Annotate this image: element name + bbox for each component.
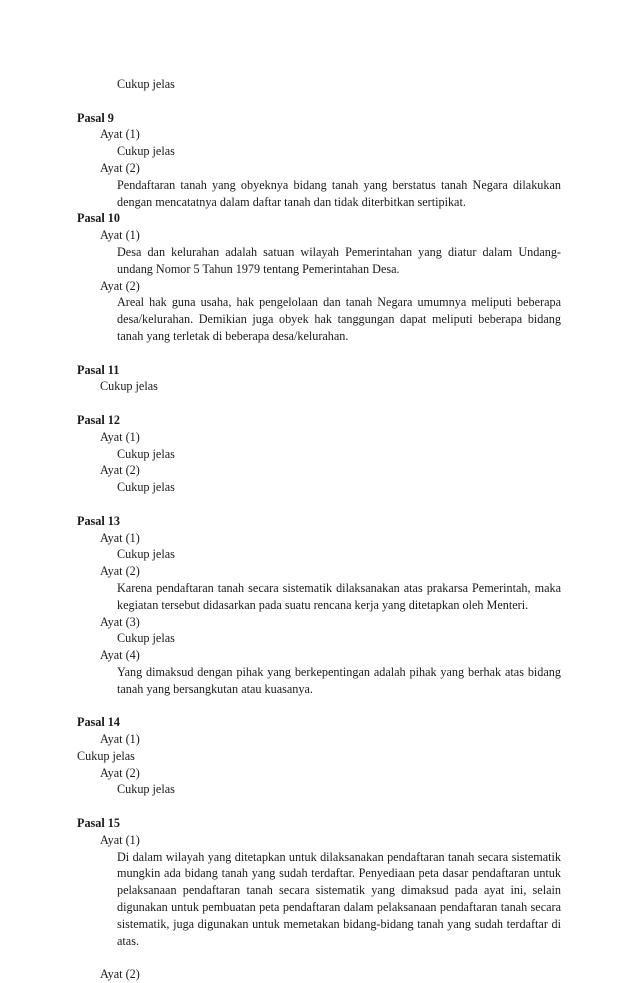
pasal-11-text: Cukup jelas [100,379,158,394]
spacer [77,697,561,714]
pasal-9-ayat-2-text: Pendaftaran tanah yang obyeknya bidang tanah yang berstatus tanah Negara dilakukan dengan mencatatnya dalam daftar tanah dan tidak diterbitkan sertipikat. [117,177,561,209]
pasal-13-title: Pasal 13 [77,513,120,528]
spacer [77,949,561,966]
pasal-9-ayat-1: Ayat (1) [100,127,140,142]
pasal-10-ayat-1: Ayat (1) [100,228,140,243]
pasal-9-ayat-2: Ayat (2) [100,160,140,175]
pasal-12-ayat-1: Ayat (1) [100,429,140,444]
pasal-13-ayat-3: Ayat (3) [100,614,140,629]
pasal-13-ayat-4-text: Yang dimaksud dengan pihak yang berkepentingan adalah pihak yang berhak atas bidang tanah yang bersangkutan atau kuasanya. [117,664,561,696]
pasal-15-title: Pasal 15 [77,816,120,831]
spacer [77,93,561,110]
pasal-13-ayat-2: Ayat (2) [100,564,140,579]
pasal-12-ayat-2: Ayat (2) [100,463,140,478]
pasal-11-title: Pasal 11 [77,362,120,377]
pasal-14-ayat-2: Ayat (2) [100,765,140,780]
pasal-12-ayat-1-text: Cukup jelas [117,446,175,461]
spacer [77,345,561,362]
pasal-13-ayat-3-text: Cukup jelas [117,631,175,646]
pasal-10-title: Pasal 10 [77,211,120,226]
spacer [77,395,561,412]
pasal-14-title: Pasal 14 [77,715,120,730]
document-page [77,76,561,983]
top-text: Cukup jelas [117,77,175,91]
pasal-10-ayat-2-text: Areal hak guna usaha, hak pengelolaan dan tanah Negara umumnya meliputi beberapa desa/kelurahan. Demikian juga obyek hak tanggungan dapat meliputi beberapa bidang tanah yang terletak di beberapa desa/kelurahan. [117,295,561,343]
pasal-12-title: Pasal 12 [77,412,120,427]
pasal-13-ayat-1-text: Cukup jelas [117,547,175,562]
pasal-14-ayat-1-text: Cukup jelas [77,748,135,763]
pasal-9-ayat-1-text: Cukup jelas [117,144,175,159]
pasal-14-ayat-1: Ayat (1) [100,732,140,747]
pasal-13-ayat-4: Ayat (4) [100,648,140,663]
pasal-13-ayat-1: Ayat (1) [100,530,140,545]
pasal-15-ayat-2: Ayat (2) [100,967,140,982]
pasal-10-ayat-2: Ayat (2) [100,278,140,293]
pasal-12-ayat-2-text: Cukup jelas [117,480,175,495]
spacer [77,798,561,815]
pasal-9-title: Pasal 9 [77,110,114,125]
pasal-15-ayat-1: Ayat (1) [100,832,140,847]
pasal-10-ayat-1-text: Desa dan kelurahan adalah satuan wilayah Pemerintahan yang diatur dalam Undang-undang Nomor 5 Tahun 1979 tentang Pemerintahan Desa. [117,244,561,276]
pasal-15-ayat-1-text: Di dalam wilayah yang ditetapkan untuk dilaksanakan pendaftaran tanah secara sistematik mungkin ada bidang tanah yang sudah terdaftar. Penyediaan peta dasar pendaftaran untuk pelaksanaan pendaftaran tanah secara sistematik yang dimaksud pada ayat ini, selain digunakan untuk pembuatan peta pendaftaran dalam pelaksanaan pendaftaran tanah secara sistematik, juga digunakan untuk memetakan bidang-bidang tanah yang sudah terdaftar di atas. [117,849,561,948]
pasal-13-ayat-2-text: Karena pendaftaran tanah secara sistematik dilaksanakan atas prakarsa Pemerintah, maka kegiatan tersebut didasarkan pada suatu rencana kerja yang ditetapkan oleh Menteri. [117,580,561,612]
spacer [77,496,561,513]
pasal-14-ayat-2-text: Cukup jelas [117,782,175,797]
